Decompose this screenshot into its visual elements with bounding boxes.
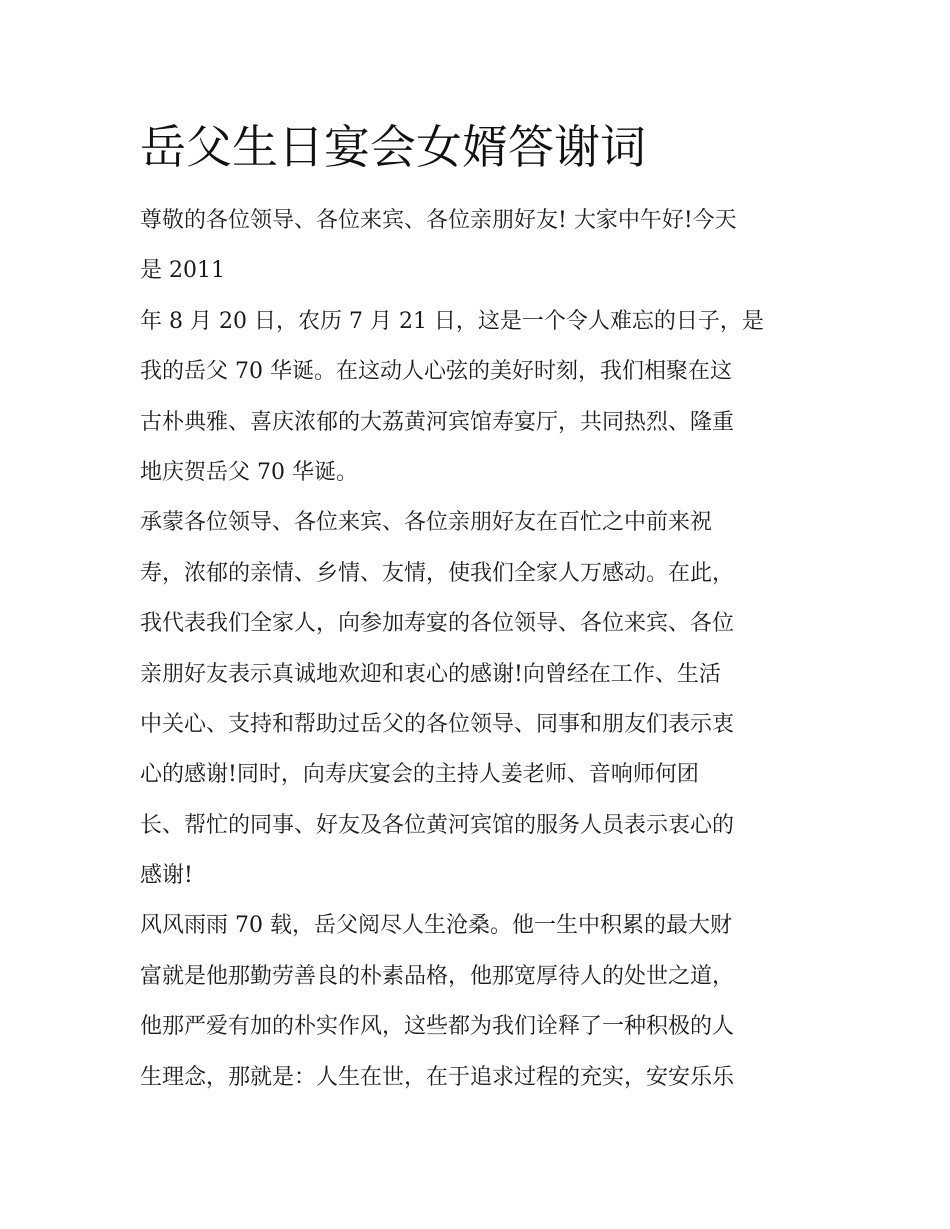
text-line: 长、帮忙的同事、好友及各位黄河宾馆的服务人员表示衷心的: [140, 812, 735, 838]
text-line: 我代表我们全家人，向参加寿宴的各位领导、各位来宾、各位: [140, 611, 735, 637]
text-line: 古朴典雅、喜庆浓郁的大荔黄河宾馆寿宴厅，共同热烈、隆重: [140, 409, 735, 435]
text-line: 亲朋好友表示真诚地欢迎和衷心的感谢!向曾经在工作、生活: [140, 661, 721, 687]
text-line: 我的岳父 70 华诞。在这动人心弦的美好时刻，我们相聚在这: [140, 359, 732, 385]
text-line: 心的感谢!同时，向寿庆宴会的主持人姜老师、音响师何团: [140, 762, 699, 788]
text-line: 承蒙各位领导、各位来宾、各位亲朋好友在百忙之中前来祝: [140, 510, 713, 536]
document-title: 岳父生日宴会女婿答谢词: [140, 120, 646, 174]
text-line: 寿，浓郁的亲情、乡情、友情，使我们全家人万感动。在此，: [140, 560, 735, 586]
text-line: 是 2011: [140, 258, 225, 284]
text-line: 感谢!: [140, 863, 193, 889]
text-line: 他那严爱有加的朴实作风，这些都为我们诠释了一种积极的人: [140, 1014, 735, 1040]
text-line: 年 8 月 20 日，农历 7 月 21 日，这是一个令人难忘的日子，是: [140, 308, 764, 334]
text-line: 风风雨雨 70 载，岳父阅尽人生沧桑。他一生中积累的最大财: [140, 913, 732, 939]
text-line: 中关心、支持和帮助过岳父的各位领导、同事和朋友们表示衷: [140, 711, 735, 737]
document-body: [140, 196, 820, 1103]
text-line: 尊敬的各位领导、各位来宾、各位亲朋好友! 大家中午好!今天: [140, 208, 737, 233]
text-line: 富就是他那勤劳善良的朴素品格，他那宽厚待人的处世之道，: [140, 963, 735, 989]
text-line: 生理念，那就是：人生在世，在于追求过程的充实，安安乐乐: [140, 1064, 735, 1090]
text-line: 地庆贺岳父 70 华诞。: [140, 459, 358, 485]
